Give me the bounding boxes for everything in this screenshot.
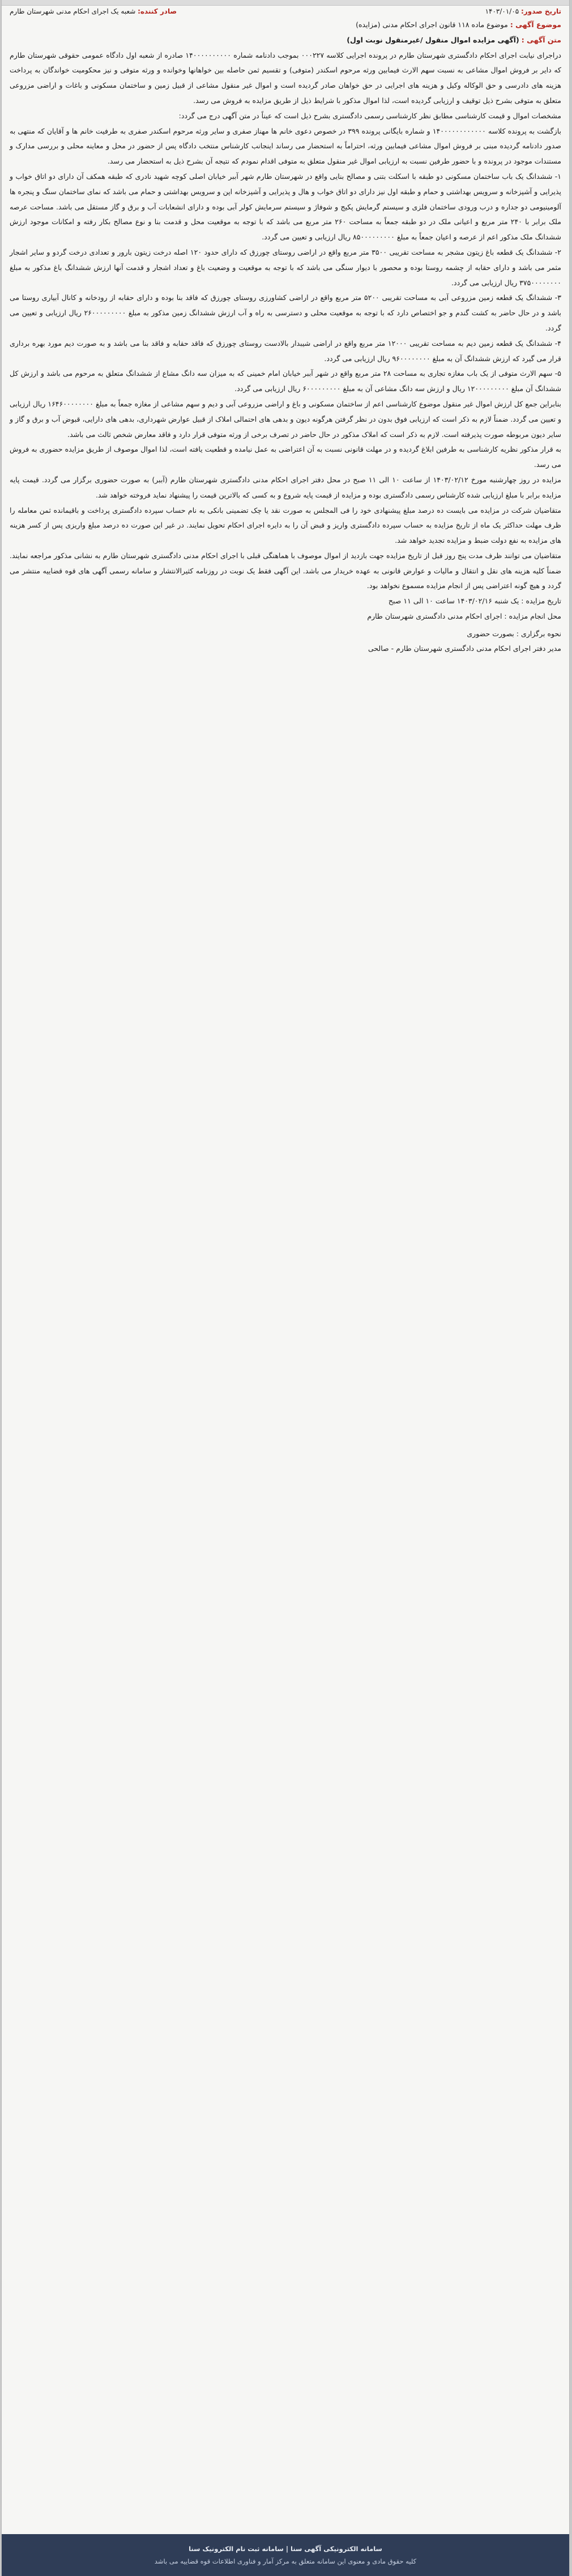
footer-band [2,2534,569,2576]
meta-row [2,6,569,15]
notice-paragraph: دراجرای نیابت اجرای احکام دادگستری شهرستان طارم در پرونده اجرایی کلاسه ۰۰۰۲۲۷ بموجب دادنامه شماره ۱۴۰۰۰۰۰۰۰۰۰۰ صادره از شعبه اول دادگاه عمومی حقوقی شهرستان طارم که دایر بر فروش اموال مشاعی به نسبت سهم الارث فیمابین ورثه مرحوم اسکندر (متوفی) و تقسیم ثمن حاصله بین خواهانها وخوانده و ورثه متوفی و نیز محکومیت خواندگان به پرداخت هزینه های دادرسی و حق الوکاله وکیل و هزینه های اجرایی در حق خواهان صادر گردیده است و اموال غیر منقول مشاعی از قبیل زمین و ساختمان مسکونی و باغات و اراضی مزروعی متعلق به متوفی بشرح ذیل توقیف و ارزیابی گردیده است، لذا اموال مذکور با شرایط ذیل از طریق مزایده به فروش می رسد. [10,50,561,105]
issuer-block [10,7,177,15]
issuer: شعبه یک اجرای احکام مدنی شهرستان طارم [10,7,136,15]
notice-paragraph: ۵- سهم الارث متوفی از یک باب مغازه تجاری به مساحت ۲۸ متر مربع واقع در شهر آببر خیابان امام خمینی که به میزان سه دانگ مشاع از ششدانگ متعلق به مرحوم می باشد و ارزش کل ششدانگ آن مبلغ ۱۲۰۰۰۰۰۰۰۰۰ ریال و ارزش سه دانگ مشاعی آن به مبلغ ۶۰۰۰۰۰۰۰۰۰ ریال ارزیابی می گردد. [10,369,561,393]
notice-paragraph: ۱- ششدانگ یک باب ساختمان مسکونی دو طبقه با اسکلت بتنی و مصالح بنایی واقع در شهرستان طارم شهر آببر خیابان اصلی کوچه شهید نادری که طبقه همکف آن دارای دو اتاق خواب و پذیرایی و آشپزخانه و سرویس بهداشتی و حمام و طبقه اول نیز دارای دو اتاق خواب و هال و پذیرایی و آشپزخانه اپن و سرویس بهداشتی و حمام می باشد که نمای ساختمان سنگ و پنجره ها آلومینیومی دو جداره و درب ورودی ساختمان فلزی و سیستم گرمایش پکیج و شوفاژ و سیستم سرمایش کولر آبی بوده و دارای انشعابات آب و برق و گاز مستقل می باشد. مساحت عرصه ملک برابر با ۲۴۰ متر مربع و اعیانی ملک در دو طبقه جمعاً به مساحت ۲۶۰ متر مربع می باشد که با توجه به موقعیت محل و قدمت بنا و نوع مصالح بکار رفته و امکانات موجود ارزش ششدانگ ملک مذکور اعم از عرصه و اعیان جمعاً به مبلغ ۸۵۰۰۰۰۰۰۰۰۰ ریال ارزیابی و تعیین می گردد. [10,172,561,242]
notice-paragraph: محل انجام مزایده : اجرای احکام مدنی دادگستری شهرستان طارم [367,612,561,621]
notice-label: متن آگهی : [521,35,561,44]
subject-line [10,18,561,33]
doc-date-label: تاریخ صدور: [521,7,561,15]
notice-paragraph: ۲- ششدانگ یک قطعه باغ زیتون مشجر به مساحت تقریبی ۳۵۰۰ متر مربع واقع در اراضی روستای چورزق که دارای حدود ۱۲۰ اصله درخت زیتون بارور و تعدادی درخت گردو و سایر اشجار مثمر می باشد و دارای حقابه از چشمه روستا بوده و محصور با دیوار سنگی می باشد که با توجه به موقعیت و وضعیت باغ و تعداد اشجار و قدمت آنها ارزش ششدانگ باغ مذکور به مبلغ ۳۷۵۰۰۰۰۰۰۰۰ ریال ارزیابی می گردد. [10,247,562,287]
notice-paragraph: مزایده در روز چهارشنبه مورخ ۱۴۰۳/۰۲/۱۲ از ساعت ۱۰ الی ۱۱ صبح در محل دفتر اجرای احکام مدنی دادگستری شهرستان طارم (آببر) به صورت حضوری برگزار می گردد. قیمت پایه مزایده برابر با مبلغ ارزیابی شده کارشناس رسمی دادگستری بوده و مزایده از قیمت پایه شروع و به کسی که بالاترین قیمت را پیشنهاد نماید فروخته خواهد شد. [10,475,561,499]
footer-line-1: سامانه الکترونیکی آگهی سنا | سامانه ثبت نام الکترونیک سنا [189,2545,382,2553]
signature-line-1: نحوه برگزاری : بصورت حضوری [467,629,561,638]
notice-paragraph: بنابراین جمع کل ارزش اموال غیر منقول موضوع کارشناسی اعم از ساختمان مسکونی و باغ و اراضی مزروعی آبی و دیم و سهم مشاعی از مغازه جمعاً به مبلغ ۱۶۴۶۰۰۰۰۰۰۰۰ ریال ارزیابی و تعیین می گردد. ضمناً لازم به ذکر است که ارزیابی فوق بدون در نظر گرفتن هرگونه دیون و بدهی های احتمالی املاک از قبیل عوارض شهرداری، بدهی های دارایی، قبوض آب و برق و گاز و سایر دیون مربوطه صورت پذیرفته است. لازم به ذکر است که املاک مذکور در حال حاضر در تصرف برخی از ورثه متوفی قرار دارد و فاقد معارض شخص ثالث می باشد. [10,399,561,439]
issuer-label: صادر کننده: [138,7,177,15]
notice-sheet [1,0,570,2576]
notice-paragraph: متقاضیان شرکت در مزایده می بایست ده درصد مبلغ پیشنهادی خود را فی المجلس به صورت نقد یا چک تضمینی بانکی به نام حساب سپرده دادگستری پرداخت و باقیمانده ثمن معامله را ظرف مهلت حداکثر یک ماه از تاریخ مزایده به حساب سپرده دادگستری واریز و قبض آن را به دایره اجرای احکام تحویل نمایند. در غیر این صورت ده درصد مبلغ واریزی پس از کسر هزینه های مزایده به نفع دولت ضبط و مزایده تجدید خواهد شد. [10,505,561,545]
doc-date: ۱۴۰۳/۰۱/۰۵ [485,7,519,15]
notice-paragraph: ۳- ششدانگ یک قطعه زمین مزروعی آبی به مساحت تقریبی ۵۲۰۰ متر مربع واقع در اراضی کشاورزی روستای چورزق که فاقد بنا بوده و دارای حقابه از رودخانه و کانال آبیاری روستا می باشد و در حال حاضر به کشت گندم و جو اختصاص دارد که با توجه به موقعیت محلی و دسترسی به راه و آب ارزش ششدانگ زمین مذکور به مبلغ ۲۶۰۰۰۰۰۰۰۰۰ ریال ارزیابی و تعیین می گردد. [10,293,562,332]
top-strip [2,0,569,6]
notice-title: (آگهی مزایده اموال منقول /غیرمنقول نوبت اول) [347,35,519,44]
doc-date-block [485,7,561,15]
signature-line-2: مدیر دفتر اجرای احکام مدنی دادگستری شهرستان طارم - صالحی [368,644,561,653]
notice-line [10,33,561,48]
footer-line-2: کلیه حقوق مادی و معنوی این سامانه متعلق به مرکز آمار و فناوری اطلاعات قوه قضاییه می باشد [154,2557,417,2565]
notice-paragraph: به قرار مذکور نظریه کارشناسی به طرفین ابلاغ گردیده و در مهلت قانونی نسبت به آن اعتراضی به عمل نیامده و قطعیت یافته است، لذا اموال موصوف از طریق مزایده حضوری به فروش می رسد. [10,445,561,469]
signature-block [10,627,561,656]
subject-label: موضوع آگهی : [510,20,561,29]
notice-body [10,48,561,624]
subject-text: موضوع ماده ۱۱۸ قانون اجرای احکام مدنی (مزایده) [356,20,508,29]
notice-paragraph: بازگشت به پرونده کلاسه ۱۴۰۰۰۰۰۰۰۰۰۰۰۰ و شماره بایگانی پرونده ۳۹۹ در خصوص دعوی خانم ها مهناز صفری و سایر ورثه مرحوم اسکندر صفری به طرفیت خانم ها و آقایان که منتهی به صدور دادنامه گردیده مبنی بر فروش اموال مشاعی فیمابین ورثه، احتراماً به استحضار می رساند اینجانب کارشناس منتخب دادگاه پس از حضور در محل و معاینه محلی و بررسی مدارک و مستندات موجود در پرونده و با حضور طرفین نسبت به ارزیابی اموال غیر منقول متعلق به متوفی اقدام نمودم که نتیجه آن بشرح ذیل به استحضار می رسد. [10,126,561,166]
notice-content [2,15,569,656]
notice-paragraph: ۴- ششدانگ یک قطعه زمین دیم به مساحت تقریبی ۱۲۰۰۰ متر مربع واقع در اراضی شیبدار بالادست روستای چورزق که فاقد حقابه و فاقد بنا می باشد و به صورت دیم مورد بهره برداری قرار می گیرد که ارزش ششدانگ آن به مبلغ ۹۶۰۰۰۰۰۰۰۰ ریال ارزیابی می گردد. [10,338,561,363]
notice-paragraph: تاریخ مزایده : یک شنبه ۱۴۰۳/۰۲/۱۶ ساعت ۱۰ الی ۱۱ صبح [388,597,561,606]
notice-paragraph: مشخصات اموال و قیمت کارشناسی مطابق نظر کارشناسی رسمی دادگستری بشرح ذیل است که عیناً در متن آگهی درج می گردد: [178,111,561,120]
notice-paragraph: متقاضیان می توانند ظرف مدت پنج روز قبل از تاریخ مزایده جهت بازدید از اموال موصوف با هماهنگی قبلی با اجرای احکام مدنی دادگستری شهرستان طارم به نشانی مذکور مراجعه نمایند. ضمناً کلیه هزینه های نقل و انتقال و مالیات و عوارض قانونی به عهده خریدار می باشد. این آگهی فقط یک نوبت در روزنامه کثیرالانتشار و سامانه رسمی آگهی های قوه قضاییه منتشر می گردد و هیچ گونه اعتراضی پس از انجام مزایده مسموع نخواهد بود. [10,551,561,590]
